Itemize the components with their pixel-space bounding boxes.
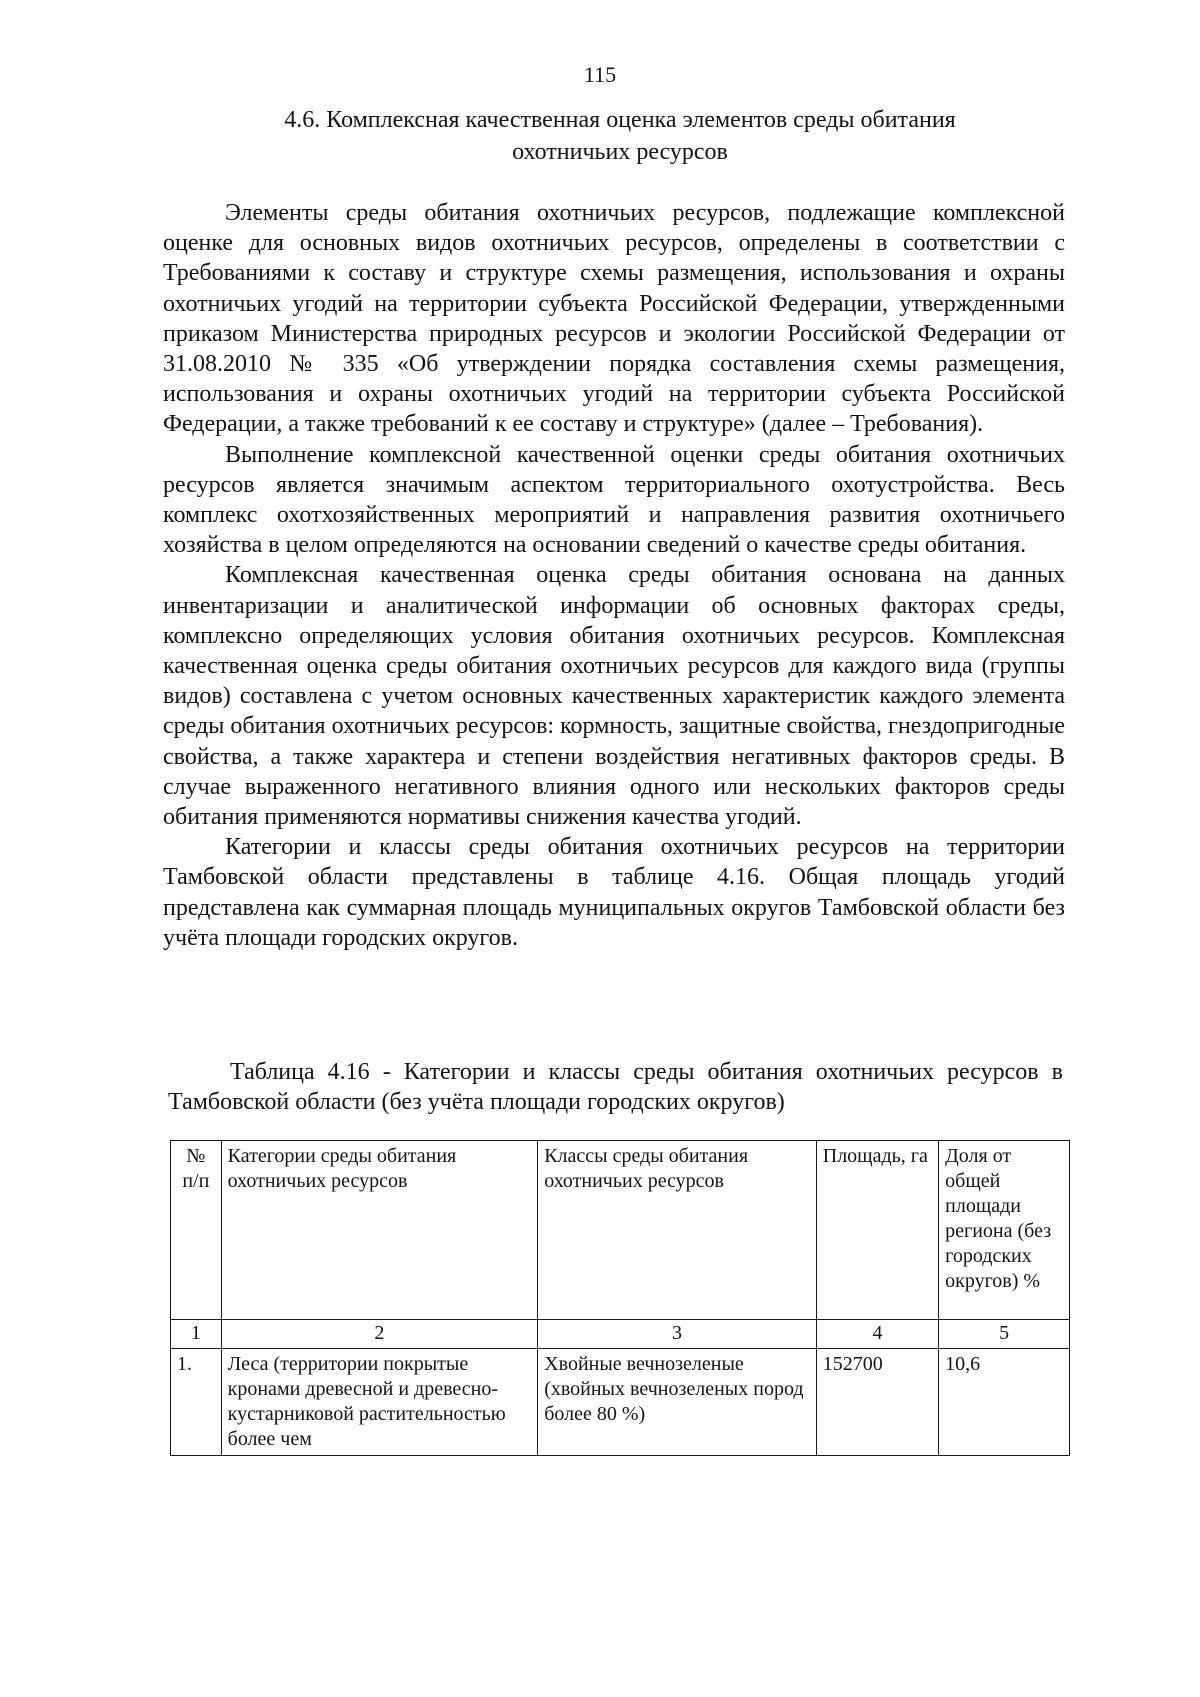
habitat-table — [170, 1140, 1070, 1456]
column-number: 2 — [221, 1320, 538, 1349]
table-header-row — [171, 1141, 1070, 1320]
table-caption: Таблица 4.16 - Категории и классы среды обитания охотничьих ресурсов в Тамбовской области (без учёта площади городских округов) — [168, 1059, 1063, 1115]
row-area: 152700 — [816, 1349, 938, 1456]
column-number: 1 — [171, 1320, 222, 1349]
page-number: 115 — [583, 62, 617, 87]
header-area: Площадь, га — [816, 1141, 938, 1320]
section-heading-line-2: охотничьих ресурсов — [512, 139, 728, 165]
column-number-row — [171, 1320, 1070, 1349]
body-text — [163, 198, 1065, 953]
row-category: Леса (территории покрытые кронами древесной и древесно-кустарниковой растительностью более чем — [221, 1349, 538, 1456]
paragraph: Комплексная качественная оценка среды обитания основана на данных инвентаризации и аналитической информации об основных факторах среды, комплексно определяющих условия обитания охотничьих ресурсов. Комплексная качественная оценка среды обитания охотничьих ресурсов для каждого вида (группы видов) составлена с учетом основных качественных характеристик каждого элемента среды обитания охотничьих ресурсов: кормность, защитные свойства, гнездопригодные свойства, а также характера и степени воздействия негативных факторов среды. В случае выраженного негативного влияния одного или нескольких факторов среды обитания применяются нормативы снижения качества угодий. — [163, 562, 1065, 831]
header-number: № п/п — [171, 1141, 222, 1320]
paragraph: Категории и классы среды обитания охотничьих ресурсов на территории Тамбовской области представлены в таблице 4.16. Общая площадь угодий представлена как суммарная площадь муниципальных округов Тамбовской области без учёта площади городских округов. — [163, 834, 1065, 951]
section-heading-line-1: 4.6. Комплексная качественная оценка элементов среды обитания — [284, 107, 956, 133]
column-number: 3 — [538, 1320, 817, 1349]
paragraph: Выполнение комплексной качественной оценки среды обитания охотничьих ресурсов является значимым аспектом территориального охотустройства. Весь комплекс охотхозяйственных мероприятий и направления развития охотничьего хозяйства в целом определяются на основании сведений о качестве среды обитания. — [163, 441, 1065, 559]
row-class: Хвойные вечнозеленые (хвойных вечнозеленых пород более 80 %) — [538, 1349, 817, 1456]
row-number: 1. — [171, 1349, 222, 1456]
table-row — [171, 1349, 1070, 1456]
row-share: 10,6 — [939, 1349, 1070, 1456]
paragraph: Элементы среды обитания охотничьих ресурсов, подлежащие комплексной оценке для основных видов охотничьих ресурсов, определены в соответствии с Требованиями к составу и структуре схемы размещения, использования и охраны охотничьих угодий на территории субъекта Российской Федерации, утвержденными приказом Министерства природных ресурсов и экологии Российской Федерации от 31.08.2010 № 335 «Об утверждении порядка составления схемы размещения, использования и охраны охотничьих угодий на территории субъекта Российской Федерации, а также требований к ее составу и структуре» (далее – Требования). — [163, 200, 1065, 438]
header-category: Категории среды обитания охотничьих ресурсов — [221, 1141, 538, 1320]
column-number: 4 — [816, 1320, 938, 1349]
section-heading — [180, 104, 1060, 168]
header-class: Классы среды обитания охотничьих ресурсов — [538, 1141, 817, 1320]
column-number: 5 — [939, 1320, 1070, 1349]
header-share: Доля от общей площади региона (без городских округов) % — [939, 1141, 1070, 1320]
